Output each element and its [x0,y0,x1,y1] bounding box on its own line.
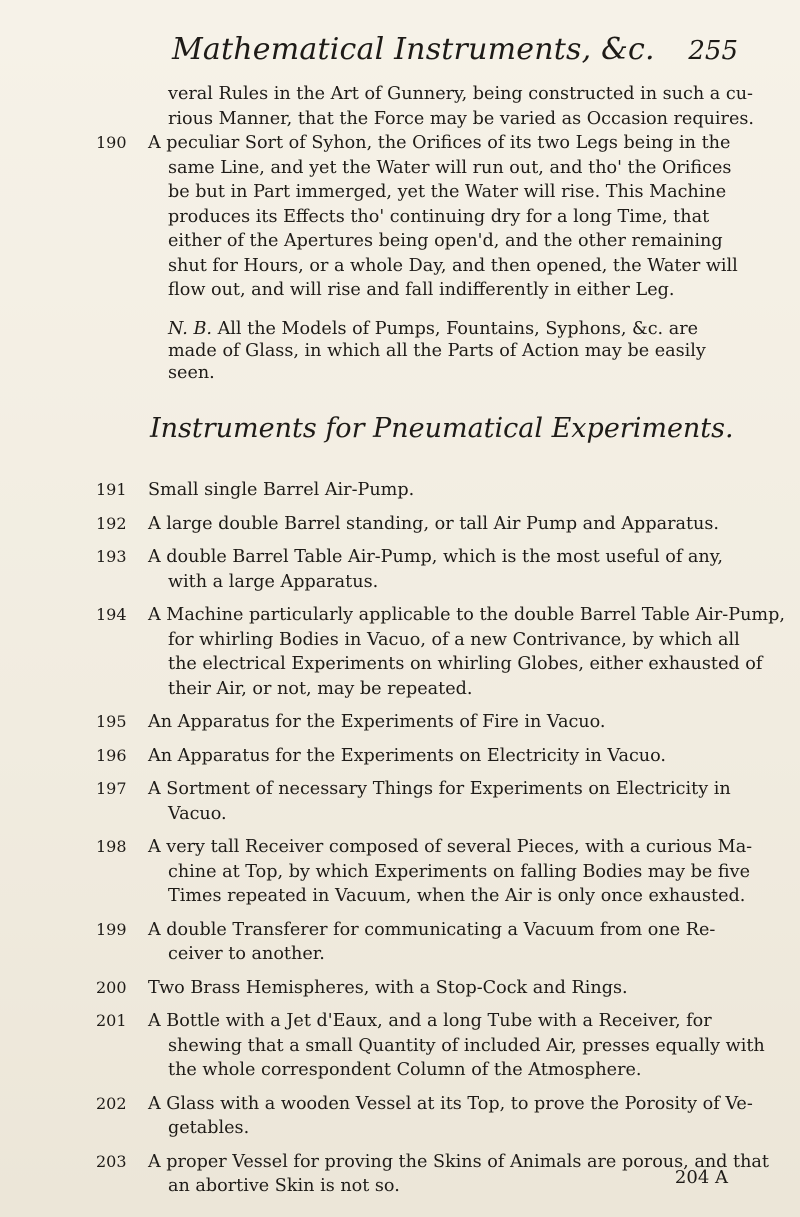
text-line: an abortive Skin is not so. [168,1176,400,1196]
text-line: Times repeated in Vacuum, when the Air is only once exhausted. [168,886,746,906]
entry-6 [96,777,766,826]
entry-number: 201 [96,1011,127,1030]
entry-2 [96,545,766,594]
text-line: A Sortment of necessary Things for Experiments on Electricity in [148,779,731,799]
nota-bene-label: N. B. [168,319,212,339]
entry-number: 199 [96,919,127,939]
text-line: A Machine particularly applicable to the double Barrel Table Air-Pump, [148,605,785,625]
entry-number: 200 [96,977,127,997]
text-line: Two Brass Hemispheres, with a Stop-Cock and Rings. [148,977,628,998]
entry-1 [96,512,766,537]
text-line: seen. [168,363,215,383]
text-line: veral Rules in the Art of Gunnery, being constructed in such a cu- [168,84,753,104]
entry-number: 191 [96,480,127,499]
text-line: their Air, or not, may be repeated. [168,678,473,699]
text-line: produces its Effects tho' continuing dry for a long Time, that [168,206,710,227]
entry-number: 197 [96,779,127,798]
text-line: A peculiar Sort of Syhon, the Orifices of its two Legs being in the [148,133,731,153]
entry-3 [96,603,785,701]
text-line: A large double Barrel standing, or tall Air Pump and Apparatus. [148,513,719,534]
entry-190 [96,131,766,303]
text-line: getables. [168,1118,250,1138]
text-line: Small single Barrel Air-Pump. [148,480,415,500]
text-line: An Apparatus for the Experiments on Electricity in Vacuo. [148,745,667,766]
text-line: Vacuo. [168,803,227,824]
text-line: A proper Vessel for proving the Skins of Animals are porous, and that [148,1151,769,1172]
entry-5 [96,744,766,769]
entry-12 [96,1150,769,1199]
text-line: An Apparatus for the Experiments of Fire in Vacuo. [148,712,606,732]
text-line: A double Barrel Table Air-Pump, which is the most useful of any, [148,547,723,567]
text-line: the electrical Experiments on whirling Globes, either exhausted of [168,654,763,674]
catchword: 204 A [674,1167,728,1188]
text-line: A very tall Receiver composed of several Pieces, with a curious Ma- [148,837,753,857]
running-header [172,32,760,72]
text-line: same Line, and yet the Water will run out, and tho' the Orifices [168,157,732,178]
text-line: be but in Part immerged, yet the Water will rise. This Machine [168,182,727,202]
text-line: All the Models of Pumps, Fountains, Syphons, &c. are [217,319,699,339]
text-line: either of the Apertures being open'd, and the other remaining [168,231,723,251]
text-line: flow out, and will rise and fall indifferently in either Leg. [168,280,675,300]
section-heading: Instruments for Pneumatical Experiments. [150,413,734,444]
entry-number: 195 [96,712,127,731]
text-line: with a large Apparatus. [168,571,379,592]
text-line: A Bottle with a Jet d'Eaux, and a long Tube with a Receiver, for [148,1011,712,1031]
entry-number: 190 [96,133,127,152]
text-line: rious Manner, that the Force may be varied as Occasion requires. [168,108,754,129]
text-line: made of Glass, in which all the Parts of Action may be easily [168,341,706,361]
instrument-list [96,478,785,1199]
entry-number: 194 [96,605,127,624]
text-line: shewing that a small Quantity of included Air, presses equally with [168,1035,765,1056]
text-line: for whirling Bodies in Vacuo, of a new Contrivance, by which all [168,629,740,650]
entry-number: 203 [96,1151,127,1171]
entry-number: 193 [96,547,127,566]
text-line: A Glass with a wooden Vessel at its Top, to prove the Porosity of Ve- [148,1093,753,1114]
entry-11 [96,1092,766,1141]
entry-number: 196 [96,745,127,765]
entry-10 [96,1009,766,1083]
entry-number: 202 [96,1093,127,1113]
running-head-title: Mathematical Instruments, &c. [172,32,655,67]
text-line: the whole correspondent Column of the Atmosphere. [168,1060,642,1080]
page-number: 255 [688,36,738,66]
text-line: shut for Hours, or a whole Day, and then opened, the Water will [168,255,738,276]
text-line: A double Transferer for communicating a Vacuum from one Re- [148,919,716,940]
text-line: chine at Top, by which Experiments on falling Bodies may be five [168,861,750,882]
entry-0 [96,478,766,503]
text-line: ceiver to another. [168,944,325,964]
entry-9 [96,976,766,1001]
nota-bene-note [168,318,768,384]
intro-paragraph [148,82,766,131]
entry-number: 192 [96,513,127,533]
entry-4 [96,710,766,735]
entry-8 [96,918,766,967]
entry-7 [96,835,766,909]
entry-number: 198 [96,837,127,856]
